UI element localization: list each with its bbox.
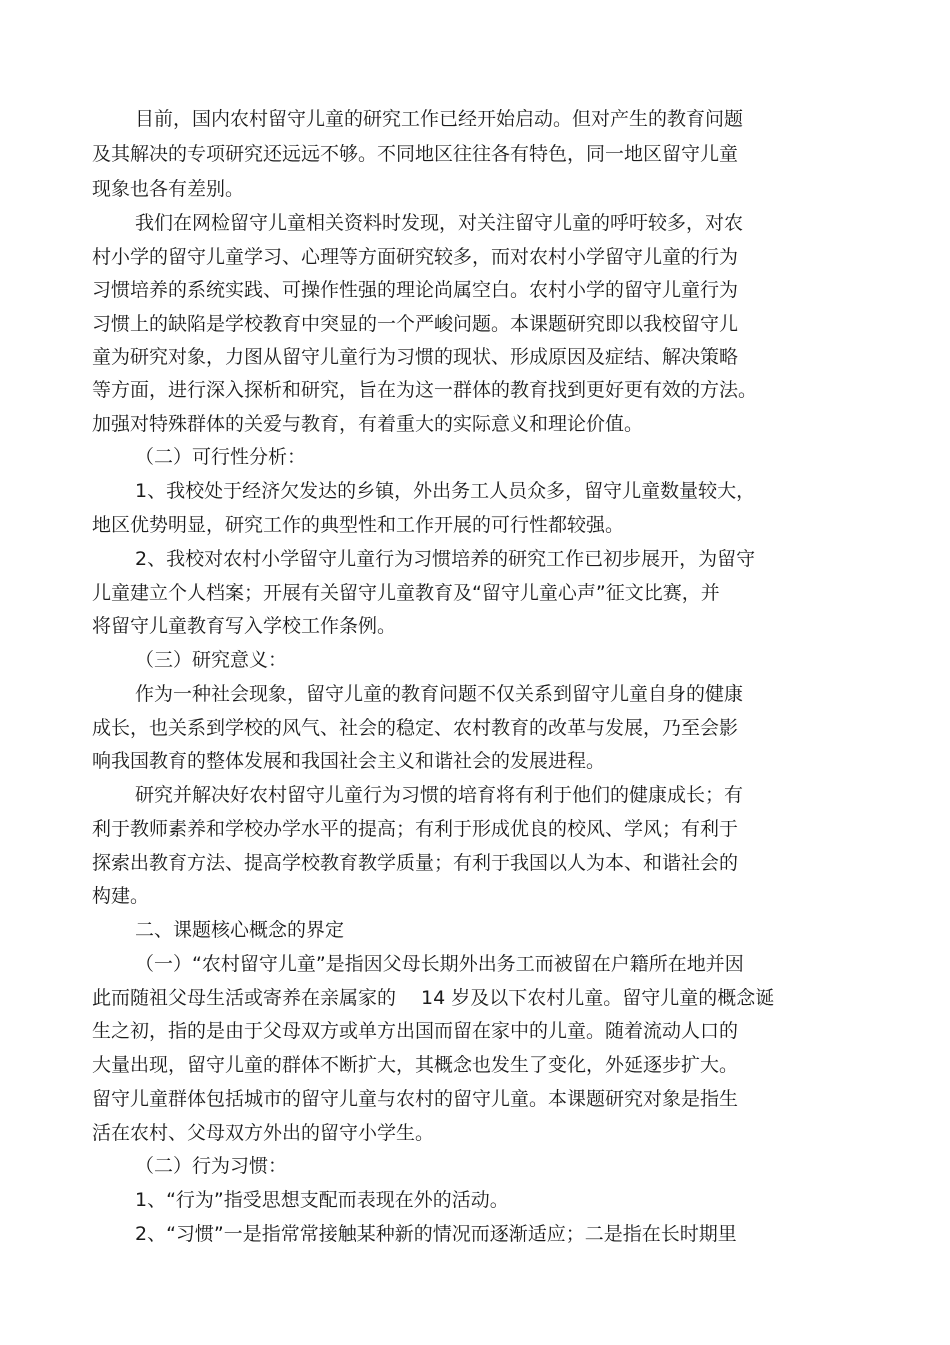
section-heading-core-concepts: 二、课题核心概念的界定 bbox=[135, 919, 345, 941]
text-line-5: 村小学的留守儿童学习、心理等方面研究较多，而对农村小学留守儿童的行为 bbox=[92, 246, 739, 268]
section-heading-significance: （三）研究意义： bbox=[135, 649, 288, 671]
text-line-19: 成长，也关系到学校的风气、社会的稳定、农村教育的改革与发展，乃至会影 bbox=[92, 717, 739, 739]
text-line-21: 研究并解决好农村留守儿童行为习惯的培育将有利于他们的健康成长；有 bbox=[135, 784, 744, 806]
text-line-24: 构建。 bbox=[92, 885, 150, 907]
section-heading-feasibility: （二）可行性分析： bbox=[135, 446, 307, 468]
text-line-8: 童为研究对象，力图从留守儿童行为习惯的现状、形成原因及症结、解决策略 bbox=[92, 346, 739, 368]
section-heading-behavior-habits: （二）行为习惯： bbox=[135, 1155, 288, 1177]
text-line-33: 1、“行为”指受思想支配而表现在外的活动。 bbox=[135, 1189, 509, 1211]
text-line-34: 2、“习惯”一是指常常接触某种新的情况而逐渐适应；二是指在长时期里 bbox=[135, 1223, 737, 1245]
text-line-14: 2、我校对农村小学留守儿童行为习惯培养的研究工作已初步展开，为留守 bbox=[135, 548, 756, 570]
text-line-18: 作为一种社会现象，留守儿童的教育问题不仅关系到留守儿童自身的健康 bbox=[135, 683, 744, 705]
text-line-30: 留守儿童群体包括城市的留守儿童与农村的留守儿童。本课题研究对象是指生 bbox=[92, 1088, 739, 1110]
text-line-3: 现象也各有差别。 bbox=[92, 178, 245, 200]
text-line-9: 等方面，进行深入探析和研究，旨在为这一群体的教育找到更好更有效的方法。 bbox=[92, 379, 758, 401]
text-line-28: 生之初，指的是由于父母双方或单方出国而留在家中的儿童。随着流动人口的 bbox=[92, 1020, 739, 1042]
text-line-29: 大量出现，留守儿童的群体不断扩大，其概念也发生了变化，外延逐步扩大。 bbox=[92, 1054, 739, 1076]
text-line-12: 1、我校处于经济欠发达的乡镇，外出务工人员众多，留守儿童数量较大， bbox=[135, 480, 756, 502]
text-line-31: 活在农村、父母双方外出的留守小学生。 bbox=[92, 1122, 435, 1144]
text-line-23: 探索出教育方法、提高学校教育教学质量；有利于我国以人为本、和谐社会的 bbox=[92, 852, 739, 874]
text-line-4: 我们在网检留守儿童相关资料时发现，对关注留守儿童的呼吁较多，对农 bbox=[135, 212, 744, 234]
text-line-7: 习惯上的缺陷是学校教育中突显的一个严峻问题。本课题研究即以我校留守儿 bbox=[92, 313, 739, 335]
text-line-16: 将留守儿童教育写入学校工作条例。 bbox=[92, 615, 397, 637]
text-line-20: 响我国教育的整体发展和我国社会主义和谐社会的发展进程。 bbox=[92, 750, 606, 772]
text-line-1: 目前，国内农村留守儿童的研究工作已经开始启动。但对产生的教育问题 bbox=[135, 108, 744, 130]
text-line-10: 加强对特殊群体的关爱与教育，有着重大的实际意义和理论价值。 bbox=[92, 413, 644, 435]
text-line-6: 习惯培养的系统实践、可操作性强的理论尚属空白。农村小学的留守儿童行为 bbox=[92, 279, 739, 301]
text-line-22: 利于教师素养和学校办学水平的提高；有利于形成优良的校风、学风；有利于 bbox=[92, 818, 739, 840]
text-line-15: 儿童建立个人档案；开展有关留守儿童教育及“留守儿童心声”征文比赛，并 bbox=[92, 582, 720, 604]
text-line-27: 此而随祖父母生活或寄养在亲属家的 14 岁及以下农村儿童。留守儿童的概念诞 bbox=[92, 987, 775, 1009]
text-line-2: 及其解决的专项研究还远远不够。不同地区往往各有特色，同一地区留守儿童 bbox=[92, 143, 739, 165]
text-line-26: （一）“农村留守儿童”是指因父母长期外出务工而被留在户籍所在地并因 bbox=[135, 953, 744, 975]
text-line-13: 地区优势明显，研究工作的典型性和工作开展的可行性都较强。 bbox=[92, 514, 625, 536]
